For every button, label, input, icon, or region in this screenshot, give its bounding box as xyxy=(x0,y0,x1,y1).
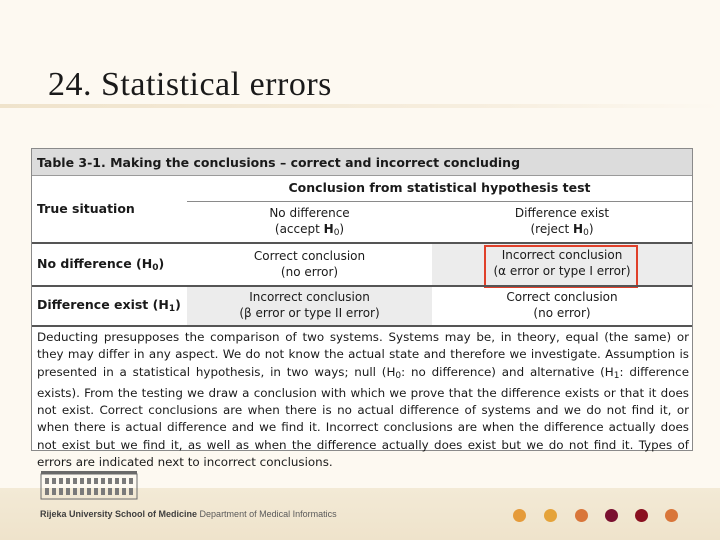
footer-dot-5 xyxy=(635,509,648,522)
row-label-difference-exist: Difference exist $(H_1)$ xyxy=(37,297,181,314)
footer-dot-1 xyxy=(513,509,526,522)
title-underline xyxy=(0,104,720,108)
row-label-no-difference: No difference $(H_0)$ xyxy=(37,256,165,273)
footer-dot-4 xyxy=(605,509,618,522)
type-one-error-highlight xyxy=(484,245,638,288)
cell-type-one-error: Incorrect conclusion (α error or type I error) xyxy=(432,244,692,285)
footer-dot-3 xyxy=(575,509,588,522)
table-caption: Table 3-1. Making the conclusions – correct and incorrect concluding xyxy=(32,149,692,176)
footer-text: Rijeka University School of Medicine Department of Medical Informatics xyxy=(40,509,337,519)
cell-correct-conclusion-1: Correct conclusion (no error) xyxy=(253,249,366,279)
university-building-logo xyxy=(40,470,138,500)
row-header-true-situation: True situation xyxy=(37,201,135,216)
cell-correct-conclusion-2: Correct conclusion (no error) xyxy=(506,290,618,320)
paragraph-rule xyxy=(32,325,692,327)
statistical-errors-table xyxy=(31,148,693,470)
column-header-no-difference: No difference (accept $H_0$) xyxy=(269,206,350,238)
slide-title: 24. Statistical errors xyxy=(48,66,332,103)
column-header-difference-exist: Difference exist (reject $H_0$) xyxy=(514,206,610,238)
footer-dot-2 xyxy=(544,509,557,522)
group-header-rule xyxy=(187,201,692,202)
group-header: Conclusion from statistical hypothesis test xyxy=(288,180,591,195)
explanation-paragraph: Deducting presupposes the comparison of two systems. Systems may be, in theory, equal (the same) or they may differ in any aspect. We do not know the actual state and therefore we investigate. Assumption is presented in a statistical hypothesis, in two ways; null ($H_0$: no difference) and alternative ($H_1$: difference exists). From the testing we draw a conclusion with which we prove that the difference exists or that it does not exist. Correct conclusions are when there is no actual difference of systems and we do not find it, or when there is actual difference and we find it. Incorrect conclusions are when the difference actually does not exist but we find it, as well as when the difference actually does exist but we do not find it. Types of errors are indicated next to incorrect conclusions. xyxy=(37,330,690,470)
cell-type-two-error: Incorrect conclusion (β error or type II error) xyxy=(187,287,432,325)
footer-dot-6 xyxy=(665,509,678,522)
